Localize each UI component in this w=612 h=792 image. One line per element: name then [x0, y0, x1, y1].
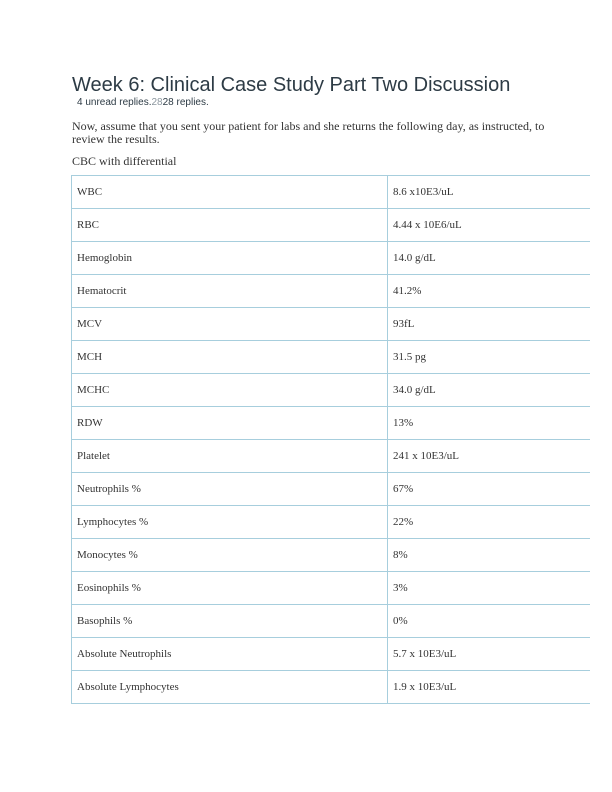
intro-paragraph: Now, assume that you sent your patient for labs and she returns the following day, as instructed, to review the results.	[72, 119, 545, 146]
table-row	[72, 407, 590, 440]
table-row	[72, 341, 590, 374]
test-value: 0%	[388, 605, 590, 638]
test-name: Absolute Neutrophils	[72, 638, 388, 671]
table-row	[72, 473, 590, 506]
table-row	[72, 506, 590, 539]
table-row	[72, 374, 590, 407]
test-name: Platelet	[72, 440, 388, 473]
table-row	[72, 539, 590, 572]
test-name: WBC	[72, 176, 388, 209]
test-value: 5.7 x 10E3/uL	[388, 638, 590, 671]
test-name: Lymphocytes %	[72, 506, 388, 539]
table-row	[72, 209, 590, 242]
test-name: Basophils %	[72, 605, 388, 638]
cbc-results-table	[71, 175, 590, 704]
test-name: RDW	[72, 407, 388, 440]
test-value: 93fL	[388, 308, 590, 341]
test-name: Eosinophils %	[72, 572, 388, 605]
page-title: Week 6: Clinical Case Study Part Two Discussion	[72, 74, 511, 96]
test-value: 8.6 x10E3/uL	[388, 176, 590, 209]
test-value: 22%	[388, 506, 590, 539]
test-value: 41.2%	[388, 275, 590, 308]
test-name: MCHC	[72, 374, 388, 407]
table-row	[72, 176, 590, 209]
reply-summary[interactable]	[77, 97, 209, 109]
test-name: Monocytes %	[72, 539, 388, 572]
test-name: RBC	[72, 209, 388, 242]
table-row	[72, 275, 590, 308]
test-value: 241 x 10E3/uL	[388, 440, 590, 473]
table-row	[72, 440, 590, 473]
test-value: 67%	[388, 473, 590, 506]
test-value: 1.9 x 10E3/uL	[388, 671, 590, 704]
unread-replies-text: 4 unread replies.	[77, 97, 152, 108]
table-row	[72, 572, 590, 605]
test-value: 13%	[388, 407, 590, 440]
table-subheading: CBC with differential	[72, 154, 177, 168]
table-row	[72, 242, 590, 275]
test-value: 34.0 g/dL	[388, 374, 590, 407]
test-name: Neutrophils %	[72, 473, 388, 506]
table-row	[72, 638, 590, 671]
test-value: 14.0 g/dL	[388, 242, 590, 275]
test-value: 4.44 x 10E6/uL	[388, 209, 590, 242]
table-row	[72, 605, 590, 638]
test-value: 3%	[388, 572, 590, 605]
test-value: 31.5 pg	[388, 341, 590, 374]
test-value: 8%	[388, 539, 590, 572]
total-replies-text: 28 replies.	[162, 97, 209, 108]
unread-count: 28	[151, 97, 163, 108]
test-name: MCV	[72, 308, 388, 341]
table-row	[72, 671, 590, 704]
test-name: Hematocrit	[72, 275, 388, 308]
test-name: Hemoglobin	[72, 242, 388, 275]
test-name: MCH	[72, 341, 388, 374]
test-name: Absolute Lymphocytes	[72, 671, 388, 704]
table-row	[72, 308, 590, 341]
